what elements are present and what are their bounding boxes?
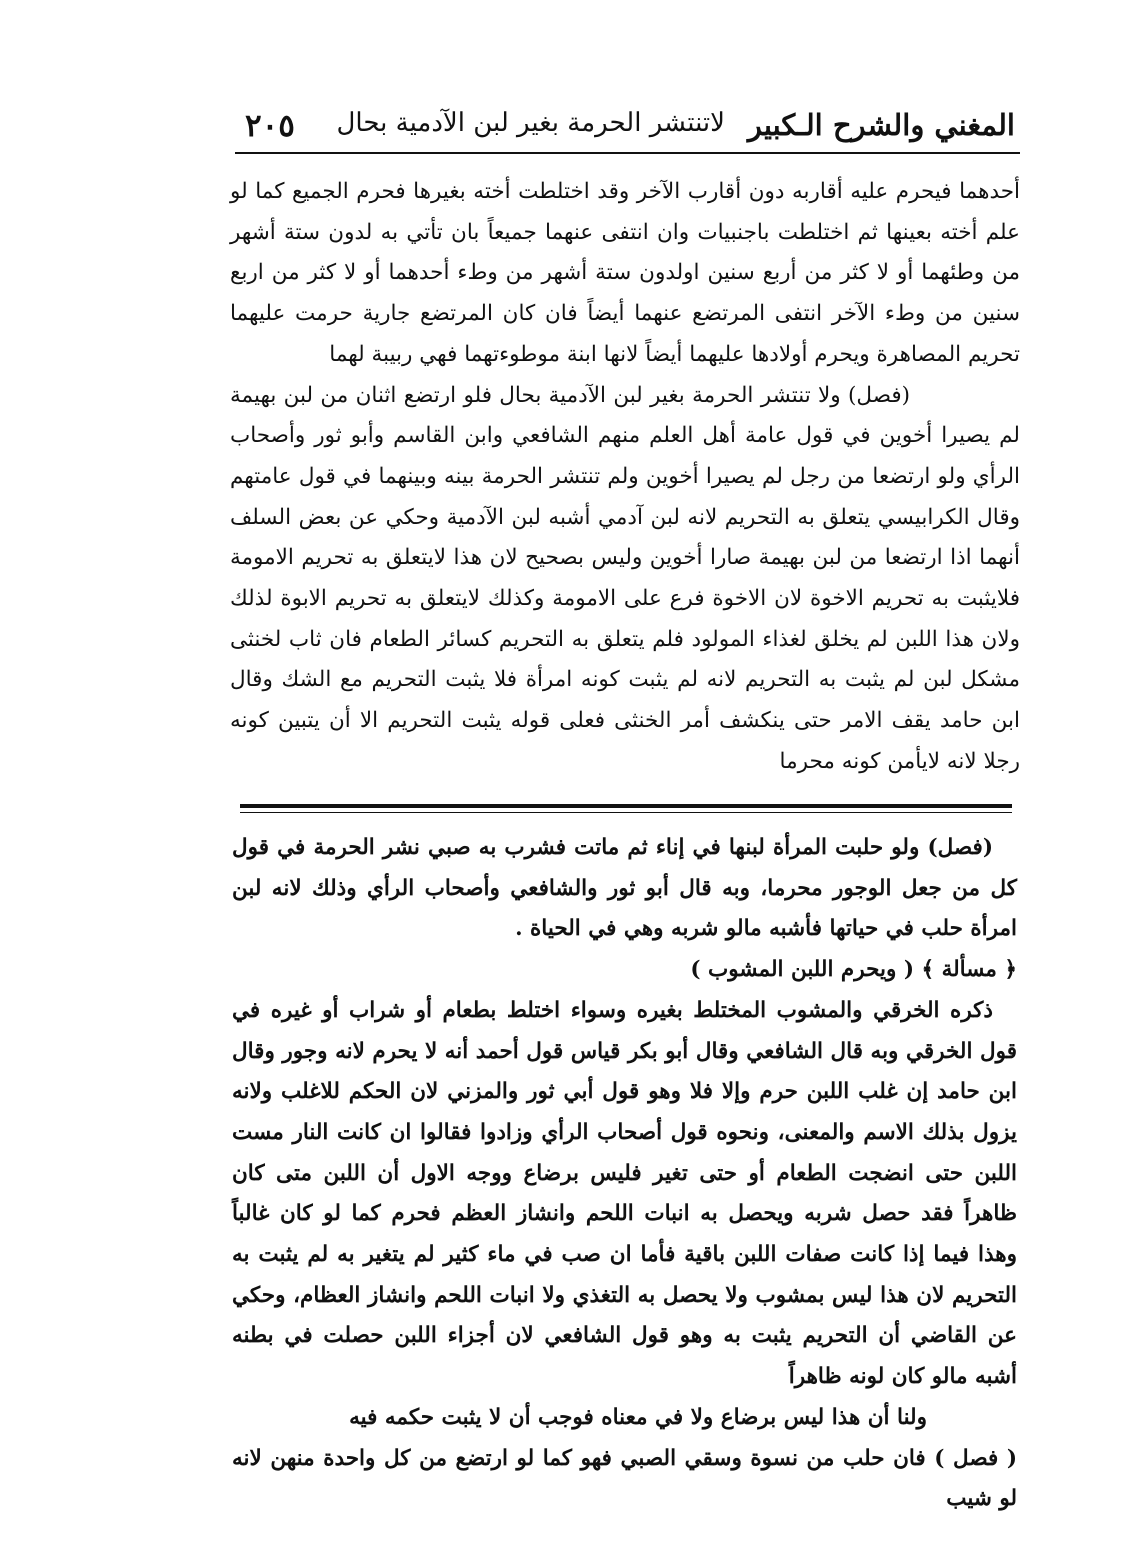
main-paragraph: ذكره الخرقي والمشوب المختلط بغيره وسواء اختلط بطعام أو شراب أو غيره في قول الخرقي وبه قال الشافعي وقال أبو بكر قياس قول أحمد أنه لا يحرم لانه وجور وقال ابن حامد إن غلب اللبن حرم وإلا فلا وهو قول أبي ثور والمزني لان الحكم للاغلب ولانه يزول بذلك الاسم والمعنى، ونحوه قول أصحاب الرأي وزادوا فقالوا ان كانت النار مست اللبن حتى انضجت الطعام أو حتى تغير فليس برضاع ووجه الاول أن اللبن متى كان ظاهراً فقد حصل شربه ويحصل به انبات اللحم وانشاز العظم فحرم كما لو كان غالباً وهذا فيما إذا كانت صفات اللبن باقية فأما ان صب في ماء كثير لم يتغير به لم يثبت به التحريم لان هذا ليس بمشوب ولا يحصل به التغذي ولا انبات اللحم وانشاز العظام، وحكي عن القاضي أن التحريم يثبت به وهو قول الشافعي لان أجزاء اللبن حصلت في بطنه أشبه مالو كان لونه ظاهراً [232, 997, 1017, 1390]
main-paragraph: (فصل) ولو حلبت المرأة لبنها في إناء ثم ماتت فشرب به صبي نشر الحرمة في قول كل من جعل الوجور محرما، وبه قال أبو ثور والشافعي وأصحاب الرأي وذلك لانه لبن امرأة حلب في حياتها فأشبه مالو شربه وهي في الحياة . [232, 835, 1017, 942]
commentary-paragraph: (فصل) ولا تنتشر الحرمة بغير لبن الآدمية بحال فلو ارتضع اثنان من لبن بهيمة لم يصيرا أخوين في قول عامة أهل العلم منهم الشافعي وابن القاسم وأبو ثور وأصحاب الرأي ولو ارتضعا من رجل لم يصيرا أخوين ولم تنتشر الحرمة بينه وبينهما في قول عامتهم وقال الكرابيسي يتعلق به التحريم لانه لبن آدمي أشبه لبن الآدمية وحكي عن بعض السلف أنهما اذا ارتضعا من لبن بهيمة صارا أخوين وليس بصحيح لان هذا لايتعلق به تحريم الامومة فلايثبت به تحريم الاخوة لان الاخوة فرع على الامومة وكذلك لايتعلق به تحريم الابوة لذلك ولان هذا اللبن لم يخلق لغذاء المولود فلم يتعلق به التحريم كسائر الطعام فان ثاب لخنثى مشكل لبن لم يثبت به التحريم لانه لم يثبت كونه امرأة فلا يثبت التحريم مع الشك وقال ابن حامد يقف الامر حتى ينكشف أمر الخنثى فعلى قوله يثبت التحريم الا أن يتبين كونه رجلا لانه لايأمن كونه محرما [230, 382, 1020, 774]
issue-heading: ﴿ مسألة ﴾ ( ويحرم اللبن المشوب ) [690, 957, 1017, 983]
page-header [225, 108, 1015, 156]
section-divider [240, 804, 1012, 808]
section-divider-thin [240, 812, 1012, 813]
main-paragraph: ولنا أن هذا ليس برضاع ولا في معناه فوجب أن لا يثبت حكمه فيه [349, 1404, 927, 1430]
main-paragraph: ( فصل ) فان حلب من نسوة وسقي الصبي فهو كما لو ارتضع من كل واحدة منهن لانه لو شيب [232, 1445, 1017, 1512]
commentary-paragraph: أحدهما فيحرم عليه أقاربه دون أقارب الآخر وقد اختلطت أخته بغيرها فحرم الجميع كما لو علم أخته بعينها ثم اختلطت باجنبيات وان انتفى عنهما جميعاً بان تأتي به لدون ستة أشهر من وطئهما أو لا كثر من أربع سنين اولدون ستة أشهر من وطء أحدهما أو لا كثر من اربع سنين من وطء الآخر انتفى المرتضع عنهما أيضاً فان كان المرتضع جارية حرمت عليهما تحريم المصاهرة ويحرم أولادها عليهما أيضاً لانها ابنة موطوءتهما فهي ربيبة لهما [230, 179, 1020, 367]
book-title: المغني والشرح الـكبير [747, 108, 1015, 142]
page-number: ٢٠٥ [245, 108, 295, 144]
main-text-section [232, 828, 1017, 1520]
header-divider [235, 152, 1020, 154]
commentary-section [230, 172, 1020, 783]
section-heading: لاتنتشر الحرمة بغير لبن الآدمية بحال [336, 108, 725, 138]
